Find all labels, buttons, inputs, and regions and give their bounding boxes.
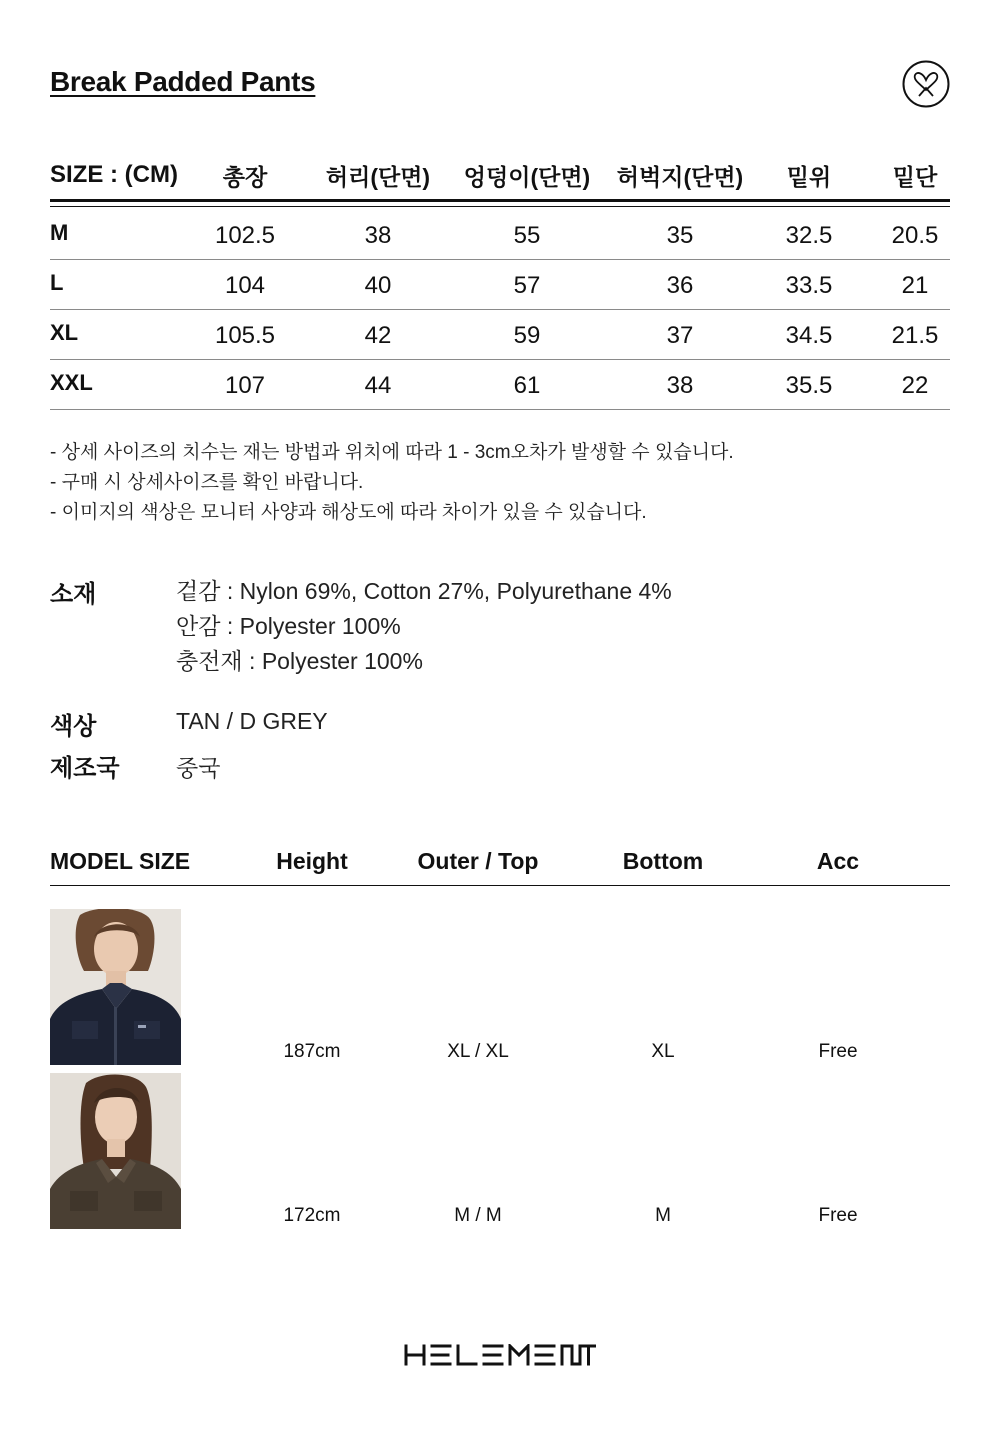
model-outer-top: M / M	[454, 1205, 502, 1226]
column-header-rise: 밑위	[786, 163, 832, 190]
model-table-header	[50, 848, 950, 886]
table-cell: 107	[224, 371, 266, 399]
table-cell: 105.5	[214, 321, 276, 349]
table-cell: 102.5	[214, 221, 276, 249]
height-header: Height	[276, 848, 348, 874]
column-header-waist: 허리(단면)	[325, 163, 431, 190]
table-row	[50, 210, 950, 260]
model-height: 172cm	[283, 1205, 341, 1226]
origin-value: 중국	[176, 755, 221, 781]
table-cell: 36	[666, 271, 694, 299]
size-label: XXL	[50, 370, 93, 395]
brand-logo	[404, 1344, 596, 1366]
table-cell: 42	[364, 321, 392, 349]
model-acc: Free	[818, 1041, 858, 1062]
bottom-header: Bottom	[622, 848, 704, 874]
material-label: 소재	[50, 581, 97, 608]
table-cell: 22	[901, 371, 929, 399]
table-cell: 35	[666, 221, 694, 249]
acc-header: Acc	[816, 848, 860, 874]
table-row	[50, 310, 950, 360]
note-line: - 상세 사이즈의 치수는 재는 방법과 위치에 따라 1 - 3cm오차가 발생할 수 있습니다.	[50, 442, 734, 463]
table-cell: 104	[224, 271, 266, 299]
brand-emblem-icon	[902, 60, 950, 108]
table-row	[50, 360, 950, 410]
size-header: SIZE : (CM)	[50, 161, 178, 188]
table-cell: 32.5	[785, 221, 833, 249]
model-photo	[50, 909, 181, 1065]
table-cell: 61	[513, 371, 541, 399]
color-value: TAN / D GREY	[176, 708, 328, 734]
size-table-header	[50, 150, 950, 202]
column-header-thigh: 허벅지(단면)	[616, 163, 744, 190]
origin-label: 제조국	[50, 755, 120, 782]
model-acc: Free	[818, 1205, 858, 1226]
size-label: XL	[50, 320, 79, 345]
page-title: Break Padded Pants	[50, 66, 316, 97]
table-cell: 55	[513, 221, 541, 249]
model-row	[50, 1073, 950, 1229]
model-bottom: M	[655, 1205, 671, 1226]
note-line: - 이미지의 색상은 모니터 사양과 해상도에 따라 차이가 있을 수 있습니다.	[50, 502, 647, 523]
table-cell: 34.5	[785, 321, 833, 349]
model-size-header: MODEL SIZE	[50, 848, 191, 874]
table-cell: 38	[666, 371, 694, 399]
material-filling: 충전재 : Polyester 100%	[176, 648, 423, 674]
table-cell: 21	[901, 271, 929, 299]
material-lining: 안감 : Polyester 100%	[176, 613, 401, 639]
model-height: 187cm	[283, 1041, 341, 1062]
column-header-hip: 엉덩이(단면)	[463, 163, 591, 190]
outer-top-header: Outer / Top	[417, 848, 539, 874]
model-row	[50, 909, 950, 1065]
table-cell: 59	[513, 321, 541, 349]
model-outer-top: XL / XL	[447, 1041, 509, 1062]
model-bottom: XL	[651, 1041, 675, 1062]
table-cell: 37	[666, 321, 694, 349]
table-cell: 40	[364, 271, 392, 299]
size-label: L	[50, 270, 64, 295]
note-line: - 구매 시 상세사이즈를 확인 바랍니다.	[50, 472, 364, 493]
table-cell: 57	[513, 271, 541, 299]
table-cell: 21.5	[891, 321, 939, 349]
size-notes	[50, 438, 734, 528]
material-outer: 겉감 : Nylon 69%, Cotton 27%, Polyurethane 4%	[176, 578, 672, 604]
table-cell: 44	[364, 371, 392, 399]
column-header-hem: 밑단	[892, 163, 938, 190]
table-cell: 33.5	[785, 271, 833, 299]
size-label: M	[50, 220, 69, 245]
column-header-total-length: 총장	[222, 163, 268, 190]
table-cell: 35.5	[785, 371, 833, 399]
model-photo	[50, 1073, 181, 1229]
size-table	[50, 150, 950, 410]
color-label: 색상	[50, 713, 97, 740]
table-cell: 20.5	[891, 221, 939, 249]
table-row	[50, 260, 950, 310]
table-cell: 38	[364, 221, 392, 249]
